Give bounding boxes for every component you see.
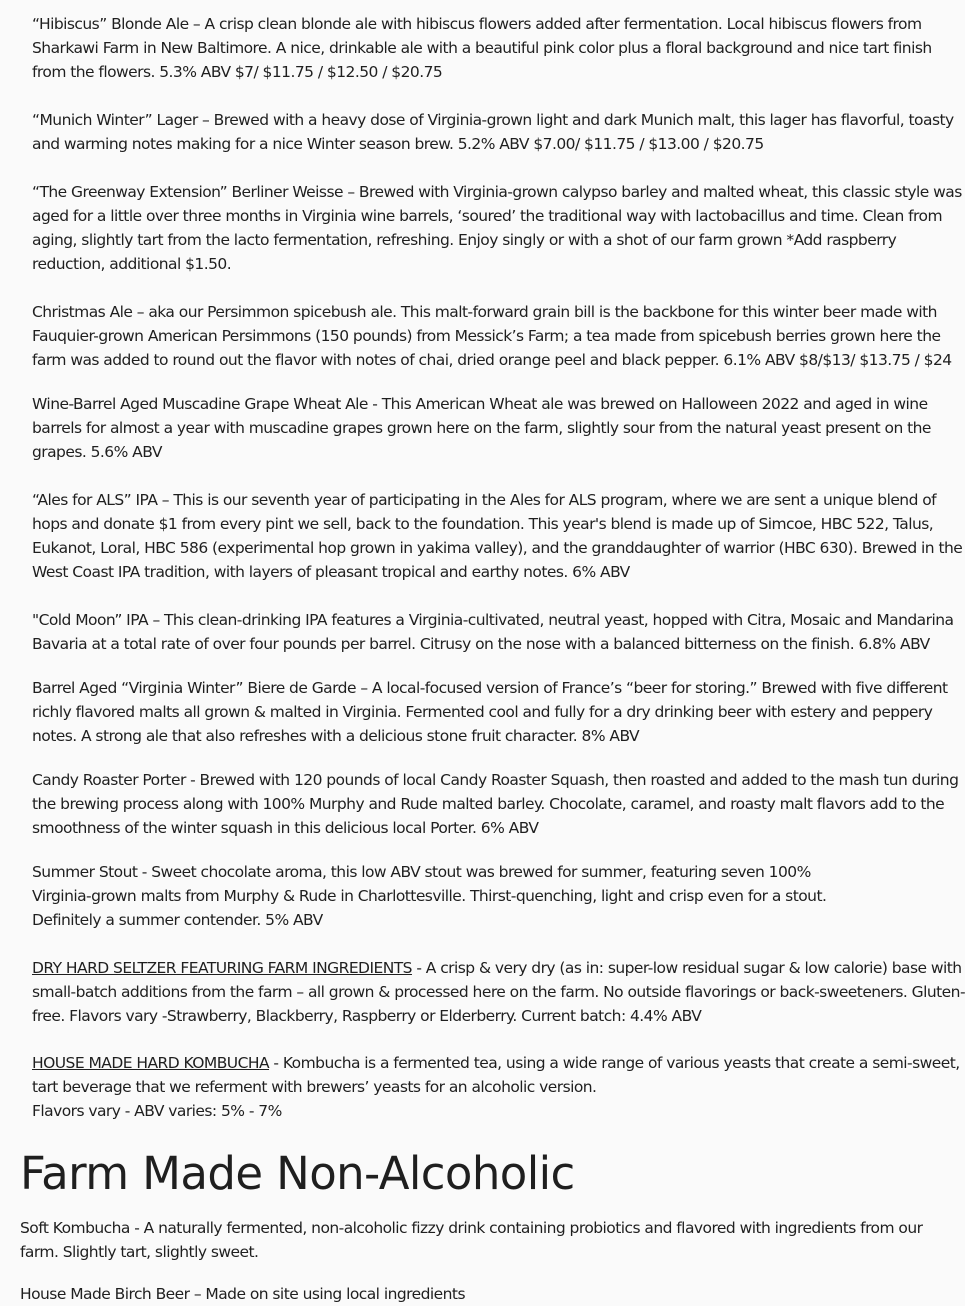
menu-item-hibiscus-blonde: “Hibiscus” Blonde Ale – A crisp clean blonde ale with hibiscus flowers added after fermentation. Local hibiscus flowers from Sharkawi Farm in New Baltimore. A nice, drinkable ale with a beautiful pink color plus a floral background and nice tart finish from the flowers. 5.3% ABV $7/ $11.75 / $12.50 / $20.75	[32, 15, 932, 81]
menu-item-hard-seltzer	[32, 956, 965, 1028]
menu-item-summer-stout: Summer Stout - Sweet chocolate aroma, this low ABV stout was brewed for summer, featuring seven 100% Virginia-grown malts from Murphy & Rude in Charlottesville. Thirst-quenching, light and crisp even for a stout. Definitely a summer contender. 5% ABV	[32, 863, 827, 929]
menu-item-greenway-extension: “The Greenway Extension” Berliner Weisse – Brewed with Virginia-grown calypso barley and malted wheat, this classic style was aged for a little over three months in Virginia wine barrels, ‘soured’ the traditional way with lactobacillus and time. Clean from aging, slightly tart from the lacto fermentation, refreshing. Enjoy singly or with a shot of our farm grown *Add raspberry reduction, additional $1.50.	[32, 183, 962, 273]
hard-kombucha-description: - Kombucha is a fermented tea, using a wide range of various yeasts that create a semi-sweet, tart beverage that we referment with brewers’ yeasts for an alcoholic version.	[32, 1054, 960, 1096]
menu-item-birch-beer: House Made Birch Beer – Made on site using local ingredients	[20, 1285, 465, 1303]
menu-item-christmas-ale: Christmas Ale – aka our Persimmon spicebush ale. This malt-forward grain bill is the backbone for this winter beer made with Fauquier-grown American Persimmons (150 pounds) from Messick’s Farm; a tea made from spicebush berries grown here the farm was added to round out the flavor with notes of chai, dried orange peel and black pepper. 6.1% ABV $8/$13/ $13.75 / $24	[32, 303, 952, 369]
menu-item-muscadine-wheat: Wine-Barrel Aged Muscadine Grape Wheat Ale - This American Wheat ale was brewed on Halloween 2022 and aged in wine barrels for almost a year with muscadine grapes grown here on the farm, slightly sour from the natural yeast present on the grapes. 5.6% ABV	[32, 395, 931, 461]
menu-item-hard-kombucha	[32, 1051, 965, 1099]
section-title: Farm Made Non-Alcoholic	[20, 1147, 575, 1200]
menu-item-virginia-winter: Barrel Aged “Virginia Winter” Biere de Garde – A local-focused version of France’s “beer for storing.” Brewed with five different richly flavored malts all grown & malted in Virginia. Fermented cool and fully for a dry drinking beer with estery and peppery notes. A strong ale that also refreshes with a delicious stone fruit character. 8% ABV	[32, 679, 948, 745]
menu-item-cold-moon: "Cold Moon” IPA – This clean-drinking IPA features a Virginia-cultivated, neutral yeast, hopped with Citra, Mosaic and Mandarina Bavaria at a total rate of over four pounds per barrel. Citrusy on the nose with a balanced bitterness on the finish. 6.8% ABV	[32, 611, 954, 653]
menu-item-munich-winter: “Munich Winter” Lager – Brewed with a heavy dose of Virginia-grown light and dark Munich malt, this lager has flavorful, toasty and warming notes making for a nice Winter season brew. 5.2% ABV $7.00/ $11.75 / $13.00 / $20.75	[32, 111, 954, 153]
hard-seltzer-link[interactable]: DRY HARD SELTZER FEATURING FARM INGREDIENTS	[32, 959, 412, 977]
menu-item-candy-roaster: Candy Roaster Porter - Brewed with 120 pounds of local Candy Roaster Squash, then roasted and added to the mash tun during the brewing process along with 100% Murphy and Rude malted barley. Chocolate, caramel, and roasty malt flavors add to the smoothness of the winter squash in this delicious local Porter. 6% ABV	[32, 771, 959, 837]
non-alcoholic-section	[20, 1144, 960, 1306]
menu-item-soft-kombucha: Soft Kombucha - A naturally fermented, non-alcoholic fizzy drink containing probiotics and flavored with ingredients from our farm. Slightly tart, slightly sweet.	[20, 1219, 923, 1261]
hard-seltzer-description: - A crisp & very dry (as in: super-low residual sugar & low calorie) base with small-batch additions from the farm – all grown & processed here on the farm. No outside flavorings or back-sweeteners. Gluten-free. Flavors vary -Strawberry, Blackberry, Raspberry or Elderberry. Current batch: 4.4% ABV	[32, 959, 965, 1025]
menu-item-ales-for-als: “Ales for ALS” IPA – This is our seventh year of participating in the Ales for ALS program, where we are sent a unique blend of hops and donate $1 from every pint we sell, back to the foundation. This year's blend is made up of Simcoe, HBC 522, Talus, Eukanot, Loral, HBC 586 (experimental hop grown in yakima valley), and the granddaughter of warrior (HBC 630). Brewed in the West Coast IPA tradition, with layers of pleasant tropical and earthy notes. 6% ABV	[32, 491, 963, 581]
hard-kombucha-flavors: Flavors vary - ABV varies: 5% - 7%	[32, 1102, 282, 1120]
beer-menu	[32, 12, 965, 1123]
hard-kombucha-link[interactable]: HOUSE MADE HARD KOMBUCHA	[32, 1054, 270, 1072]
